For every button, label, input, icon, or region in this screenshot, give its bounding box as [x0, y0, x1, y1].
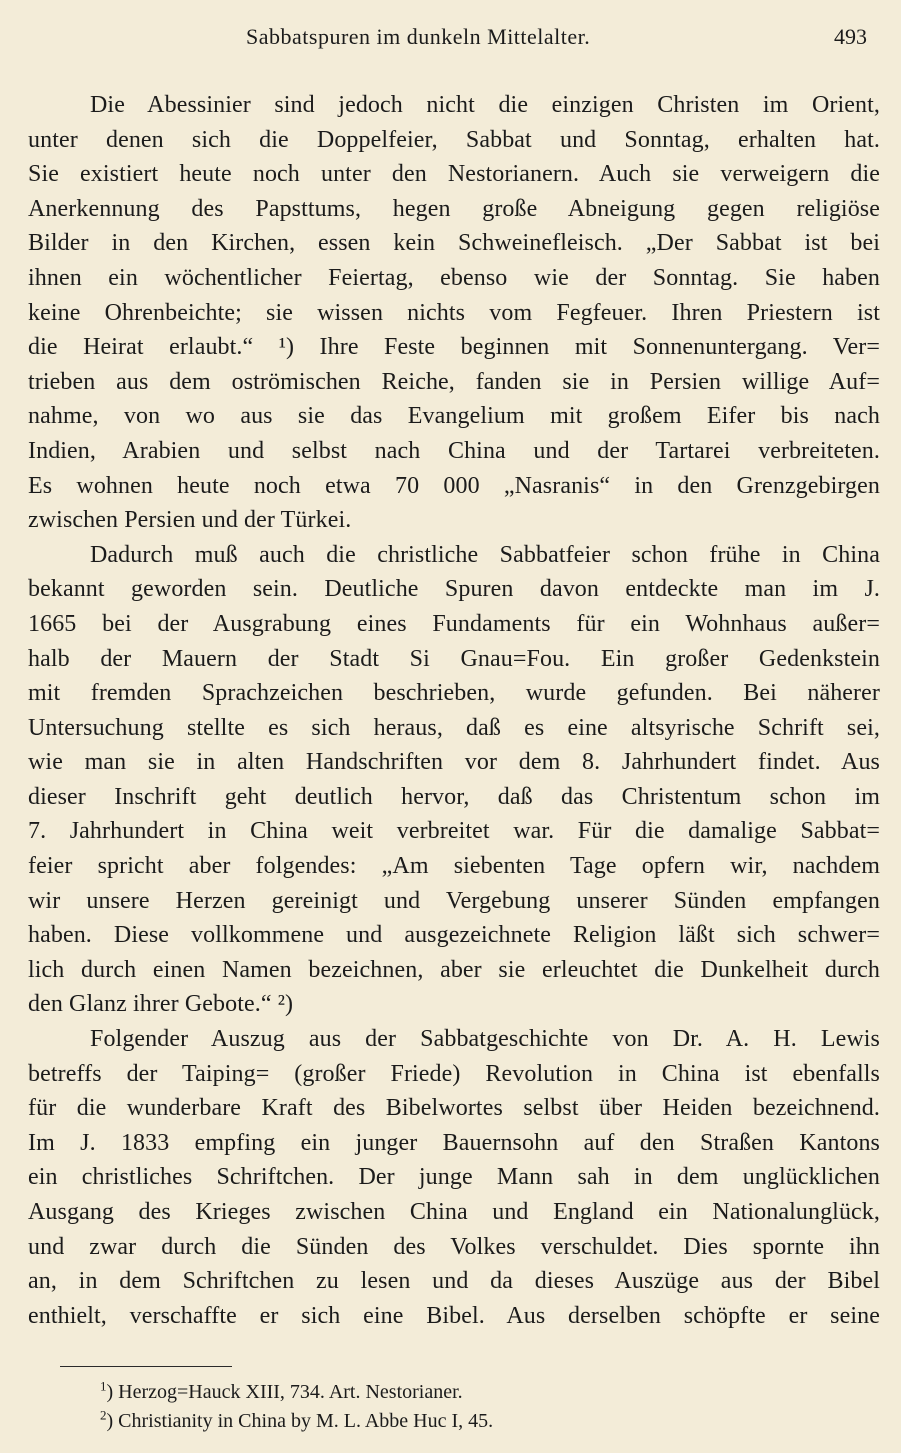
text-line: an, in dem Schriftchen zu lesen und da dieses Auszüge aus der Bibel	[28, 1268, 880, 1295]
text-line: Die Abessinier sind jedoch nicht die einzigen Christen im Orient,	[90, 92, 880, 118]
text-line: 1665 bei der Ausgrabung eines Fundaments für ein Wohnhaus außer=	[28, 610, 880, 637]
text-line: Bilder in den Kirchen, essen kein Schweinefleisch. „Der Sabbat ist bei	[28, 230, 880, 257]
text-line: den Glanz ihrer Gebote.“ ²)	[28, 991, 294, 1018]
text-line: Ausgang des Krieges zwischen China und England ein Nationalunglück,	[28, 1199, 880, 1225]
footnote-1: $^1$) Herzog=Hauck XIII, 734. Art. Nestorianer.	[100, 1378, 463, 1403]
footnote-text: Herzog=Hauck XIII, 734. Art. Nestorianer.	[118, 1381, 463, 1403]
text-line: keine Ohrenbeichte; sie wissen nichts vom Fegfeuer. Ihren Priestern ist	[28, 299, 880, 326]
paragraph-2	[28, 538, 880, 1022]
text-line: nahme, von wo aus sie das Evangelium mit großem Eifer bis nach	[28, 403, 880, 430]
text-line: bekannt geworden sein. Deutliche Spuren davon entdeckte man im J.	[28, 576, 880, 603]
text-line: Dadurch muß auch die christliche Sabbatfeier schon frühe in China	[90, 541, 880, 568]
text-line: wir unsere Herzen gereinigt und Vergebung unserer Sünden empfangen	[28, 887, 880, 914]
text-line: ein christliches Schriftchen. Der junge Mann sah in dem unglücklichen	[28, 1164, 880, 1191]
footnote-2: $^2$) Christianity in China by M. L. Abbe Huc I, 45.	[100, 1407, 494, 1432]
text-line: halb der Mauern der Stadt Si Gnau=Fou. Ein großer Gedenkstein	[28, 645, 880, 672]
text-line: Indien, Arabien und selbst nach China und der Tartarei verbreiteten.	[28, 437, 880, 464]
page-number: 493	[834, 24, 867, 49]
text-line: dieser Inschrift geht deutlich hervor, daß das Christentum schon im	[28, 783, 880, 810]
text-line: Es wohnen heute noch etwa 70 000 „Nasranis“ in den Grenzgebirgen	[28, 472, 880, 499]
footnote-divider	[60, 1366, 232, 1367]
text-line: Anerkennung des Papsttums, hegen große Abneigung gegen religiöse	[28, 195, 880, 222]
footnote-text: Christianity in China by M. L. Abbe Huc I, 45.	[118, 1410, 494, 1432]
text-line: wie man sie in alten Handschriften vor dem 8. Jahrhundert findet. Aus	[28, 749, 880, 776]
text-line: haben. Diese vollkommene und ausgezeichnete Religion läßt sich schwer=	[28, 922, 880, 949]
paragraph-3	[28, 1022, 880, 1333]
text-line: ihnen ein wöchentlicher Feiertag, ebenso wie der Sonntag. Sie haben	[28, 264, 880, 291]
text-line: mit fremden Sprachzeichen beschrieben, wurde gefunden. Bei näherer	[28, 680, 880, 707]
body-text	[28, 88, 880, 1333]
text-line: Untersuchung stellte es sich heraus, daß es eine altsyrische Schrift sei,	[28, 714, 880, 741]
text-line: 7. Jahrhundert in China weit verbreitet war. Für die damalige Sabbat=	[28, 818, 880, 845]
footnote-marker: 1	[100, 1378, 107, 1394]
text-line: die Heirat erlaubt.“ ¹) Ihre Feste beginnen mit Sonnenuntergang. Ver=	[28, 334, 880, 361]
text-line: enthielt, verschaffte er sich eine Bibel. Aus derselben schöpfte er seine	[28, 1302, 880, 1329]
text-line: feier spricht aber folgendes: „Am siebenten Tage opfern wir, nachdem	[28, 853, 880, 880]
paragraph-1	[28, 88, 880, 538]
footnotes	[100, 1378, 493, 1436]
text-line: betreffs der Taiping= (großer Friede) Revolution in China ist ebenfalls	[28, 1060, 880, 1087]
text-line: lich durch einen Namen bezeichnen, aber sie erleuchtet die Dunkelheit durch	[28, 956, 880, 983]
footnote-marker: 2	[100, 1407, 107, 1423]
text-line: unter denen sich die Doppelfeier, Sabbat und Sonntag, erhalten hat.	[28, 126, 880, 153]
text-line: Im J. 1833 empfing ein junger Bauernsohn auf den Straßen Kantons	[28, 1129, 880, 1156]
text-line: und zwar durch die Sünden des Volkes verschuldet. Dies spornte ihn	[28, 1233, 880, 1260]
text-line: Folgender Auszug aus der Sabbatgeschichte von Dr. A. H. Lewis	[90, 1026, 880, 1053]
text-line: Sie existiert heute noch unter den Nestorianern. Auch sie verweigern die	[28, 161, 880, 188]
text-line: zwischen Persien und der Türkei.	[28, 507, 352, 534]
running-head: Sabbatspuren im dunkeln Mittelalter.	[246, 24, 591, 49]
text-line: trieben aus dem oströmischen Reiche, fanden sie in Persien willige Auf=	[28, 368, 880, 395]
text-line: für die wunderbare Kraft des Bibelwortes selbst über Heiden bezeichnend.	[28, 1095, 880, 1122]
